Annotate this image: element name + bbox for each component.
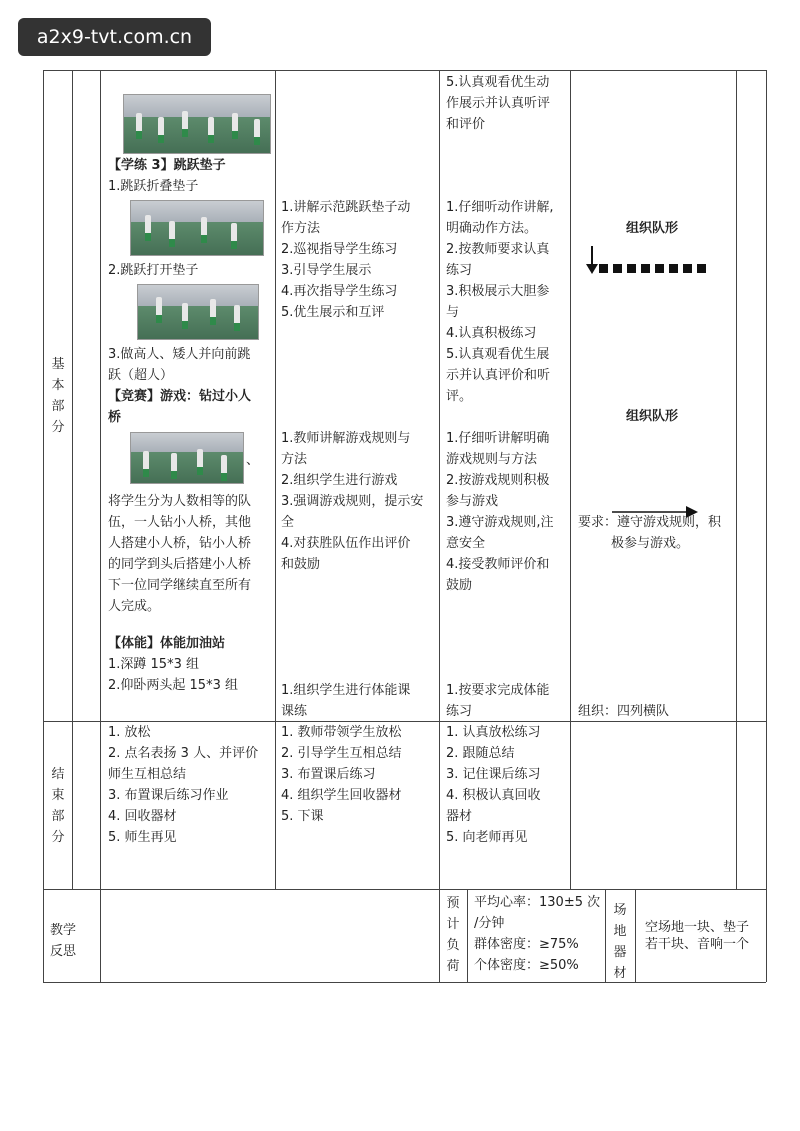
col-border-1 [72,70,73,889]
reflection-label: 教学反思 [50,923,77,959]
fitness-item-2: 2.仰卧两头起 15*3 组 [108,678,238,693]
exercise-photo-2 [130,200,264,256]
section-label-end: 结束部分 [51,767,65,845]
game-title-line1: 【竞赛】游戏：钻过小人 [108,389,252,404]
load-label: 预计负荷 [446,896,460,974]
section-label-basic: 基本部分 [51,357,65,435]
game-title-line2: 桥 [108,410,122,425]
fitness-item-1: 1.深蹲 15*3 组 [108,657,199,672]
game-photo [130,432,244,484]
col-border-2 [100,70,101,982]
col-border-load [467,889,468,982]
formation-title-1: 组织队形 [626,221,679,236]
drill3-item2: 2.跳跃打开垫子 [108,263,199,278]
requirement-line1: 要求：遵守游戏规则，积 [578,515,722,530]
col-border-6 [736,70,737,889]
col-border-left [43,70,44,982]
fitness-title: 【体能】体能加油站 [108,636,226,651]
organization-note: 组织：四列横队 [578,704,670,719]
venue-label: 场地器材 [613,903,627,981]
requirement-line2: 极参与游戏。 [611,536,690,551]
table-top-border [43,70,766,71]
col-border-4 [439,70,440,982]
drill3-item3-line2: 跃（超人） [108,368,174,383]
col-border-3 [275,70,276,889]
watermark-badge: a2x9-tvt.com.cn [18,18,211,56]
formation-title-2: 组织队形 [626,409,679,424]
col-border-5 [570,70,571,889]
drill3-title: 【学练 3】跳跃垫子 [108,158,226,173]
col-border-venue-2 [635,889,636,982]
row-divider-reflection [43,889,766,890]
drill3-item1: 1.跳跃折叠垫子 [108,179,199,194]
exercise-photo-3 [137,284,259,340]
exercise-photo-1 [123,94,271,154]
col-border-venue-1 [605,889,606,982]
formation-arrow-down-icon [585,246,599,276]
table-bottom-border [43,982,766,983]
col-border-right [766,70,767,982]
drill3-item3-line1: 3.做高人、矮人并向前跳 [108,347,251,362]
game-dot: 、 [246,453,260,468]
